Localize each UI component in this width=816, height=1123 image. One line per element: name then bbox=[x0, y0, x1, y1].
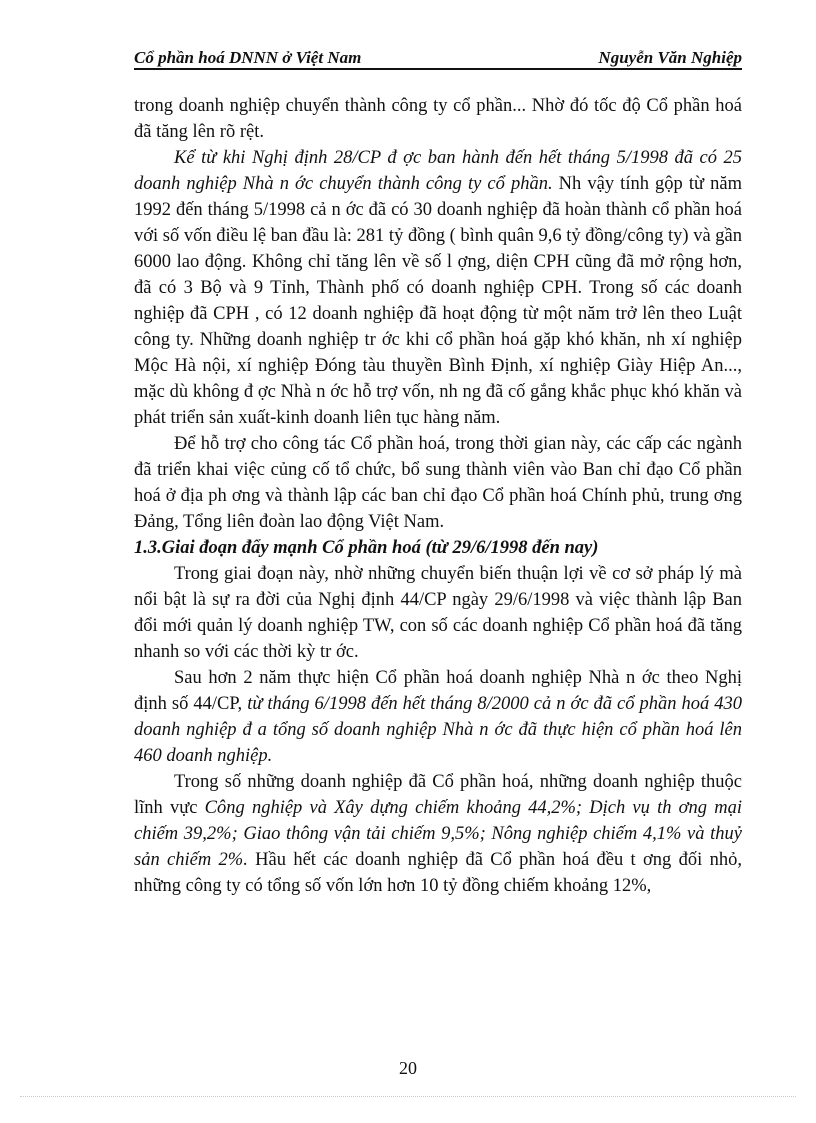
running-header bbox=[134, 46, 742, 70]
paragraph-2 bbox=[134, 145, 742, 431]
paragraph-6-italic: Công nghiệp và Xây dựng chiếm khoảng 44,2%; Dịch vụ th ơng mại chiếm 39,2%; Giao thông vận tải chiếm 9,5%; Nông nghiệp chiếm 4,1% và thuỷ sản chiếm 2%. bbox=[134, 798, 742, 870]
paragraph-5-italic: từ tháng 6/1998 đến hết tháng 8/2000 cả n ớc đã cổ phần hoá 430 doanh nghiệp đ a tổng số doanh nghiệp Nhà n ớc đã thực hiện cổ phần hoá lên 460 doanh nghiệp. bbox=[134, 694, 743, 766]
paragraph-5 bbox=[134, 665, 742, 769]
header-title: Cổ phần hoá DNNN ở Việt Nam bbox=[134, 48, 362, 67]
header-author: Nguyễn Văn Nghiệp bbox=[598, 48, 742, 67]
paragraph-3: Để hỗ trợ cho công tác Cổ phần hoá, trong thời gian này, các cấp các ngành đã triển khai việc củng cố tổ chức, bổ sung thành viên vào Ban chỉ đạo Cổ phần hoá ở địa ph ơng và thành lập các ban chỉ đạo Cổ phần hoá Chính phủ, trung ơng Đảng, Tổng liên đoàn lao động Việt Nam. bbox=[134, 434, 742, 532]
paragraph-5-start: Sau hơn 2 năm thực hiện Cổ phần hoá doanh nghiệp Nhà n ớc theo Nghị định số 44/CP, bbox=[134, 668, 742, 714]
section-heading: 1.3.Giai đoạn đẩy mạnh Cổ phần hoá (từ 29/6/1998 đến nay) bbox=[134, 538, 599, 558]
page-number: 20 bbox=[399, 1058, 417, 1078]
paragraph-6-rest: Hầu hết các doanh nghiệp đã Cổ phần hoá đều t ơng đối nhỏ, những công ty có tổng số vốn lớn hơn 10 tỷ đồng chiếm khoảng 12%, bbox=[134, 850, 742, 896]
bottom-dotted-rule bbox=[20, 1096, 796, 1097]
paragraph-6-start: Trong số những doanh nghiệp đã Cổ phần hoá, những doanh nghiệp thuộc lĩnh vực bbox=[134, 772, 742, 818]
paragraph-6 bbox=[134, 769, 742, 899]
paragraph-2-italic: Kể từ khi Nghị định 28/CP đ ợc ban hành đến hết tháng 5/1998 đã có 25 doanh nghiệp Nhà n ớc chuyển thành công ty cổ phần. bbox=[134, 148, 742, 194]
page-body bbox=[134, 93, 742, 899]
paragraph-1: trong doanh nghiệp chuyển thành công ty cổ phần... Nhờ đó tốc độ Cổ phần hoá đã tăng lên rõ rệt. bbox=[134, 96, 742, 142]
paragraph-2-rest: Nh vậy tính gộp từ năm 1992 đến tháng 5/1998 cả n ớc đã có 30 doanh nghiệp đã hoàn thành cổ phần hoá với số vốn điều lệ ban đầu là: 281 tỷ đồng ( bình quân 9,6 tỷ đồng/công ty) và gần 6000 lao động. Không chỉ tăng lên về số l ợng, diện CPH cũng đã mở rộng hơn, đã có 3 Bộ và 9 Tỉnh, Thành phố có doanh nghiệp CPH. Trong số các doanh nghiệp đã CPH , có 12 doanh nghiệp đã hoạt động từ một năm trở lên theo Luật công ty. Những doanh nghiệp tr ớc khi cổ phần hoá gặp khó khăn, nh xí nghiệp Mộc Hà nội, xí nghiệp Đóng tàu thuyền Bình Định, xí nghiệp Giày Hiệp An..., mặc dù không đ ợc Nhà n ớc hỗ trợ vốn, nh ng đã cố gắng khắc phục khó khăn và phát triển sản xuất-kinh doanh liên tục hàng năm. bbox=[134, 174, 742, 428]
paragraph-4: Trong giai đoạn này, nhờ những chuyển biến thuận lợi về cơ sở pháp lý mà nổi bật là sự ra đời của Nghị định 44/CP ngày 29/6/1998 và việc thành lập Ban đổi mới quản lý doanh nghiệp TW, con số các doanh nghiệp Cổ phần hoá đã tăng nhanh so với các thời kỳ tr ớc. bbox=[134, 564, 742, 662]
